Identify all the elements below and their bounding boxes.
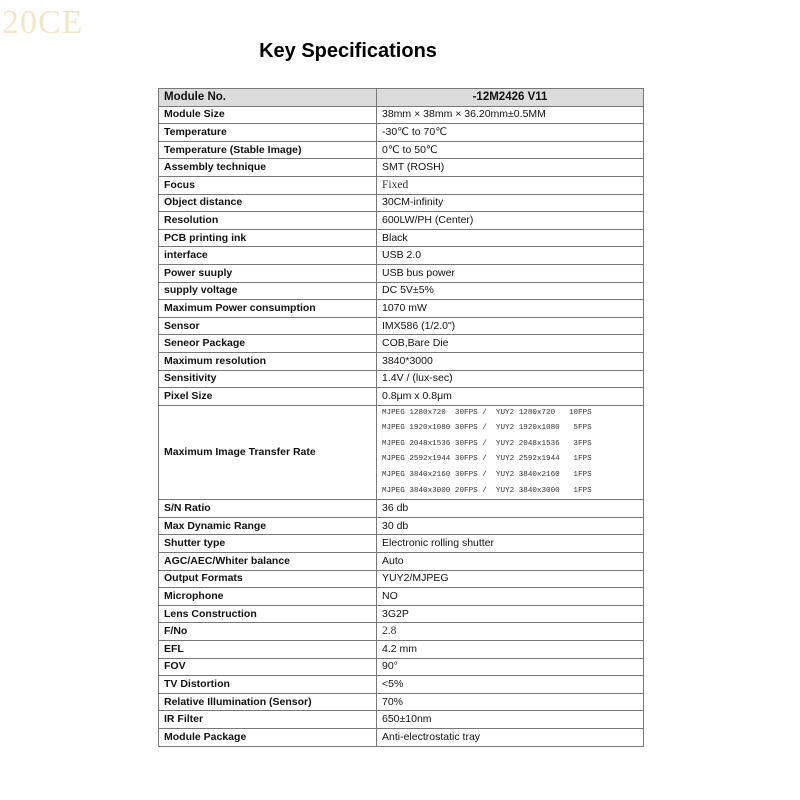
spec-label: Maximum Image Transfer Rate [159,405,377,500]
table-row [159,300,644,318]
table-row [159,212,644,230]
table-row [159,605,644,623]
spec-label: EFL [159,641,377,659]
spec-value: 90° [377,658,644,676]
spec-value: 4.2 mm [377,641,644,659]
spec-value: USB bus power [377,264,644,282]
table-row [159,141,644,159]
spec-value: Anti-electrostatic tray [377,728,644,746]
table-row [159,570,644,588]
spec-label: Lens Construction [159,605,377,623]
header-value: -12M2426 V11 [377,89,644,107]
spec-label: Resolution [159,212,377,230]
table-row [159,658,644,676]
table-row [159,352,644,370]
table-row-transfer-rate [159,405,644,500]
spec-value: 30CM-infinity [377,194,644,212]
table-row [159,229,644,247]
spec-value: Electronic rolling shutter [377,535,644,553]
transfer-rate-line: MJPEG 2048x1536 30FPS / YUY2 2048x1536 3FPS [382,439,592,448]
spec-label: IR Filter [159,711,377,729]
table-row [159,159,644,177]
spec-label: Sensitivity [159,370,377,388]
transfer-rate-list [377,405,644,500]
spec-value: USB 2.0 [377,247,644,265]
table-row [159,176,644,194]
transfer-rate-line: MJPEG 1920x1080 30FPS / YUY2 1920x1080 5FPS [382,424,592,433]
spec-label: Maximum Power consumption [159,300,377,318]
spec-table [158,88,644,747]
spec-label: Sensor [159,317,377,335]
spec-value: 0.8μm x 0.8μm [377,388,644,406]
spec-value: <5% [377,676,644,694]
table-row [159,553,644,571]
spec-value: DC 5V±5% [377,282,644,300]
spec-label: AGC/AEC/Whiter balance [159,553,377,571]
table-row [159,282,644,300]
header-label: Module No. [159,89,377,107]
table-row [159,711,644,729]
spec-label: Temperature (Stable Image) [159,141,377,159]
transfer-rate-line: MJPEG 2592x1944 30FPS / YUY2 2592x1944 1FPS [382,455,592,464]
table-row [159,106,644,124]
table-row [159,693,644,711]
watermark: 20CE [2,4,84,41]
table-row [159,588,644,606]
spec-label: Power suuply [159,264,377,282]
spec-label: Output Formats [159,570,377,588]
spec-value: -30℃ to 70℃ [377,124,644,142]
spec-value: 3G2P [377,605,644,623]
table-row [159,388,644,406]
spec-value: 1.4V / (lux-sec) [377,370,644,388]
spec-label: Module Package [159,728,377,746]
spec-value: Black [377,229,644,247]
table-row [159,317,644,335]
spec-label: Max Dynamic Range [159,517,377,535]
spec-label: Assembly technique [159,159,377,177]
spec-value: 1070 mW [377,300,644,318]
spec-label: interface [159,247,377,265]
spec-label: S/N Ratio [159,500,377,518]
page-title: Key Specifications [259,40,437,62]
table-row [159,517,644,535]
spec-label: Seneor Package [159,335,377,353]
spec-label: Focus [159,176,377,194]
table-row [159,335,644,353]
table-row [159,623,644,641]
spec-value: COB,Bare Die [377,335,644,353]
transfer-rate-line: MJPEG 3840x2160 30FPS / YUY2 3840x2160 1FPS [382,471,592,480]
table-header-row [159,89,644,107]
spec-value: IMX586 (1/2.0") [377,317,644,335]
table-row [159,641,644,659]
spec-label: Module Size [159,106,377,124]
spec-label: F/No [159,623,377,641]
table-row [159,728,644,746]
table-row [159,247,644,265]
spec-label: Temperature [159,124,377,142]
table-row [159,194,644,212]
spec-value: SMT (ROSH) [377,159,644,177]
spec-value: 70% [377,693,644,711]
spec-value: 36 db [377,500,644,518]
spec-label: Microphone [159,588,377,606]
spec-label: Pixel Size [159,388,377,406]
table-row [159,370,644,388]
transfer-rate-line: MJPEG 3840x3000 20FPS / YUY2 3840x3000 1FPS [382,486,592,495]
spec-value: Fixed [377,176,644,194]
spec-label: Object distance [159,194,377,212]
spec-value: 3840*3000 [377,352,644,370]
spec-label: supply voltage [159,282,377,300]
table-row [159,500,644,518]
spec-value: 38mm × 38mm × 36.20mm±0.5MM [377,106,644,124]
table-row [159,124,644,142]
spec-value: 2.8 [377,623,644,641]
table-row [159,535,644,553]
spec-value: NO [377,588,644,606]
spec-label: Maximum resolution [159,352,377,370]
spec-value: 650±10nm [377,711,644,729]
spec-value: 30 db [377,517,644,535]
table-row [159,676,644,694]
spec-value: YUY2/MJPEG [377,570,644,588]
spec-value: 0℃ to 50℃ [377,141,644,159]
spec-label: Relative Illumination (Sensor) [159,693,377,711]
spec-label: TV Distortion [159,676,377,694]
spec-value: 600LW/PH (Center) [377,212,644,230]
table-row [159,264,644,282]
spec-value: Auto [377,553,644,571]
spec-label: FOV [159,658,377,676]
spec-label: Shutter type [159,535,377,553]
transfer-rate-line: MJPEG 1280x720 30FPS / YUY2 1280x720 10FPS [382,408,592,417]
spec-label: PCB printing ink [159,229,377,247]
